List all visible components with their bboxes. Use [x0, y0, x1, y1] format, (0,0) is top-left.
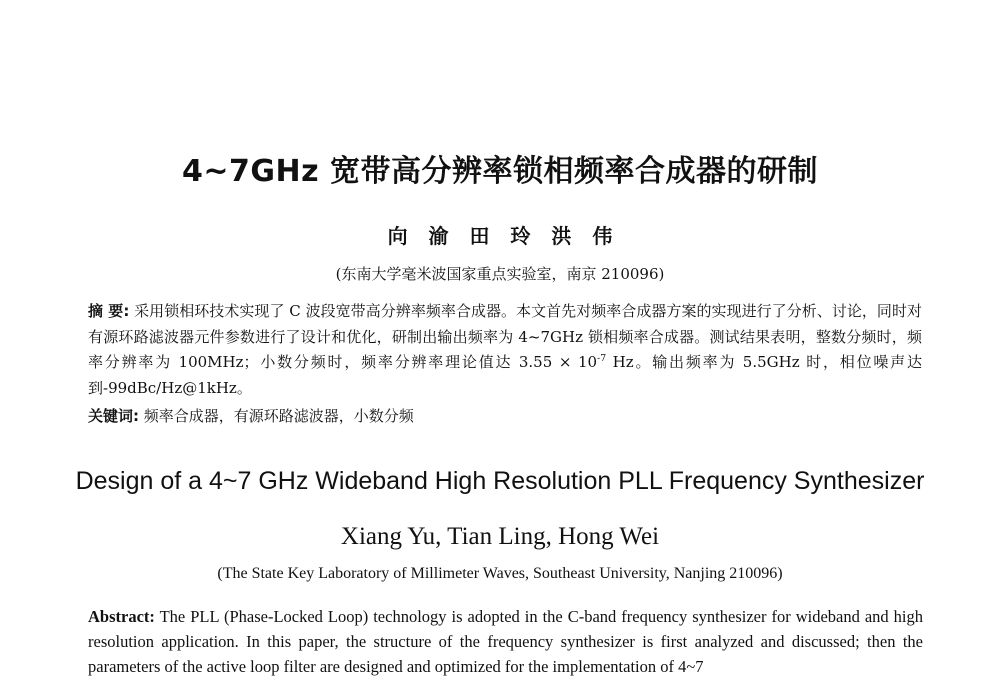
chinese-abstract-label: 摘 要:	[88, 302, 130, 320]
chinese-keywords-label: 关键词:	[88, 407, 139, 425]
english-abstract	[88, 604, 923, 679]
chinese-abstract-exponent: -7	[597, 353, 607, 364]
english-affiliation: (The State Key Laboratory of Millimeter Waves, Southeast University, Nanjing 210096)	[217, 565, 783, 582]
chinese-abstract-text-2: Hz。输出频率为 5.5GHz 时，相位噪声达到-99dBc/Hz@1kHz。	[88, 353, 922, 397]
english-abstract-text: The PLL (Phase-Locked Loop) technology is adopted in the C-band frequency synthesizer for wideband and high resolution application. In this paper, the structure of the frequency synthesizer is first analyzed and discussed; then the parameters of the active loop filter are designed and optimized for the implementation of 4~7	[88, 607, 923, 676]
chinese-abstract-text-1: 采用锁相环技术实现了 C 波段宽带高分辨率频率合成器。本文首先对频率合成器方案的实现进行了分析、讨论，同时对有源环路滤波器元件参数进行了设计和优化，研制出输出频率为 4~7GHz 锁相频率合成器。测试结果表明，整数分频时，频率分辨率为 100MHz；小数分频时，频率分辨率理论值达 3.55 × 10	[88, 302, 922, 371]
english-abstract-label: Abstract:	[88, 607, 155, 626]
chinese-abstract	[88, 299, 922, 401]
english-authors: Xiang Yu, Tian Ling, Hong Wei	[340, 523, 660, 550]
english-title: Design of a 4~7 GHz Wideband High Resolution PLL Frequency Synthesizer	[75, 467, 925, 495]
chinese-affiliation: (东南大学毫米波国家重点实验室，南京 210096)	[335, 265, 665, 283]
chinese-keywords-text: 频率合成器，有源环路滤波器，小数分频	[139, 407, 414, 425]
chinese-title: 4~7GHz 宽带高分辨率锁相频率合成器的研制	[181, 154, 819, 189]
chinese-authors: 向 渝 田 玲 洪 伟	[387, 224, 613, 248]
chinese-keywords	[88, 405, 922, 426]
